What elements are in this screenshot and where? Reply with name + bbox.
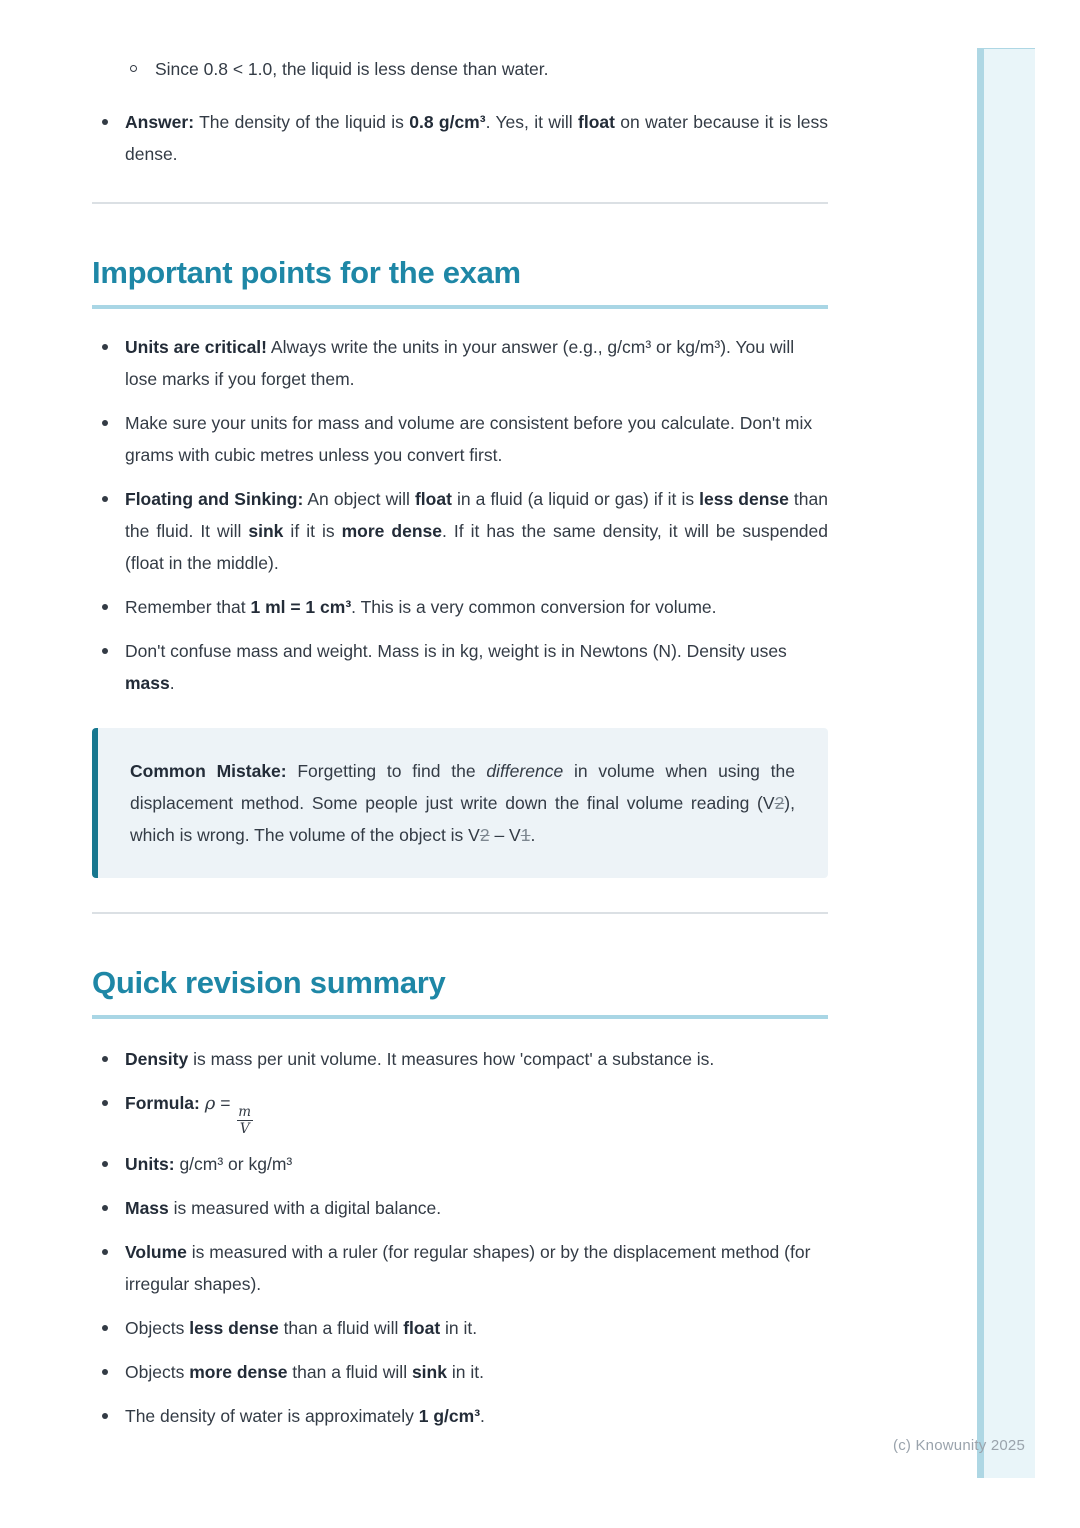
list-item (92, 1356, 828, 1388)
text-run: float (578, 112, 615, 132)
intro-list (92, 53, 828, 170)
bullet-marker (130, 65, 137, 72)
list-item (92, 591, 828, 623)
text-run: float (414, 489, 452, 509)
list-item-text (125, 1192, 828, 1224)
text-run: Remember that (125, 597, 251, 617)
bullet-marker (102, 1325, 108, 1331)
text-run: . Yes, it will (485, 112, 578, 132)
text-run: The density of the liquid is (194, 112, 410, 132)
list-item-text (125, 106, 828, 170)
list-item (92, 407, 828, 471)
list-item (92, 1087, 828, 1136)
text-run: Common Mistake: (130, 761, 287, 781)
list-item (92, 1236, 828, 1300)
text-run: Since 0.8 < 1.0, the liquid is less dense than water. (155, 59, 549, 79)
bullet-marker (102, 496, 108, 502)
text-run: ), which is wrong. The volume of the object is V (130, 793, 795, 845)
text-run: 1 g/cm³ (418, 1406, 481, 1427)
list-item (92, 53, 828, 85)
text-run: . (480, 1406, 485, 1427)
text-run: sink (248, 521, 284, 541)
text-run: is measured with a digital balance. (168, 1198, 442, 1219)
text-run: more dense (189, 1362, 288, 1383)
text-run: Floating and Sinking: (125, 489, 304, 509)
text-run: 1 (520, 825, 531, 845)
list-item-text (125, 483, 828, 579)
page-edge-strip (977, 48, 1035, 1478)
list-item-text (125, 1087, 828, 1136)
bullet-marker (102, 1056, 108, 1062)
list-item (92, 1312, 828, 1344)
text-run: Units: (125, 1154, 175, 1175)
text-run: Units are critical! (125, 337, 267, 357)
text-run: in it. (440, 1318, 478, 1339)
text-run: An object will (303, 489, 415, 509)
text-run: float (403, 1318, 441, 1339)
text-run: in a fluid (a liquid or gas) if it is (451, 489, 700, 509)
text-run: less dense (699, 489, 789, 509)
list-item (92, 483, 828, 579)
text-run: than a fluid will (287, 1362, 412, 1383)
fraction: $\frac{m}{V}$ (238, 1104, 252, 1138)
text-run: 2 (774, 793, 785, 813)
text-run: Objects (125, 1318, 190, 1339)
list-item-text (125, 331, 828, 395)
text-run: – V (489, 825, 521, 845)
heading-important-points: Important points for the exam (92, 255, 521, 290)
section-divider (92, 912, 828, 914)
list-item-text (125, 1356, 828, 1388)
text-run: 2 (479, 825, 490, 845)
list-item (92, 1192, 828, 1224)
list-item-text (125, 1236, 828, 1300)
heading-underline (92, 1015, 828, 1019)
bullet-marker (102, 1205, 108, 1211)
bullet-marker (102, 1369, 108, 1375)
text-run: Density (125, 1049, 189, 1069)
bullet-marker (102, 1249, 108, 1255)
list-item (92, 1400, 828, 1432)
watermark: (c) Knowunity 2025 (893, 1437, 1026, 1454)
revision-summary-list (92, 1043, 828, 1432)
text-run: Objects (125, 1362, 190, 1383)
bullet-marker (102, 1161, 108, 1167)
list-item (92, 635, 828, 699)
list-item-text (125, 1400, 828, 1432)
text-run: less dense (189, 1318, 279, 1339)
text-run: Always write the units in your answer (e.g., g/cm³ or kg/m³). You will lose marks if you forget them. (125, 337, 795, 389)
text-run: mass (125, 673, 170, 693)
list-item (92, 1043, 828, 1075)
text-run: . If it has the same density, it will be suspended (float in the middle). (125, 521, 828, 573)
text-run: Volume (125, 1242, 187, 1263)
text-run: sink (411, 1362, 447, 1383)
text-run: Forgetting to find the (286, 761, 487, 781)
list-item (92, 106, 828, 170)
text-run: . (530, 825, 536, 845)
text-run: 1 ml = 1 cm³ (250, 597, 352, 617)
text-run: . (169, 673, 175, 693)
bullet-marker (102, 1100, 108, 1106)
text-run: Answer: (125, 112, 195, 132)
text-run: Make sure your units for mass and volume are consistent before you calculate. Don't mix grams with cubic metres unless you convert first. (125, 413, 813, 465)
list-item-text (125, 591, 828, 623)
text-run: if it is (283, 521, 342, 541)
list-item-text (125, 1312, 828, 1344)
text-run: is mass per unit volume. It measures how 'compact' a substance is. (188, 1049, 715, 1069)
text-run: g/cm³ or kg/m³ (174, 1154, 293, 1175)
text-run: 0.8 g/cm³ (409, 112, 486, 132)
exam-points-list (92, 331, 828, 699)
text-run: is measured with a ruler (for regular shapes) or by the displacement method (for irregular shapes). (125, 1242, 811, 1295)
list-item-text (125, 1043, 828, 1075)
text-run: in it. (446, 1362, 484, 1383)
bullet-marker (102, 648, 108, 654)
bullet-marker (102, 604, 108, 610)
common-mistake-callout (92, 728, 828, 878)
list-item (92, 1148, 828, 1180)
bullet-marker (102, 344, 108, 350)
text-run: The density of water is approximately (125, 1406, 419, 1427)
text-run: Mass (125, 1198, 169, 1219)
list-item-text (125, 407, 828, 471)
bullet-marker (102, 420, 108, 426)
text-run: ρ (204, 1093, 216, 1114)
text-run: Don't confuse mass and weight. Mass is in kg, weight is in Newtons (N). Density uses (125, 641, 787, 661)
list-item-text (155, 53, 828, 85)
text-run: on water because it is less dense. (125, 112, 828, 164)
list-item (92, 331, 828, 395)
bullet-marker (102, 119, 108, 125)
text-run: . This is a very common conversion for volume. (351, 597, 717, 617)
list-item-text (125, 1148, 828, 1180)
heading-underline (92, 305, 828, 309)
bullet-marker (102, 1413, 108, 1419)
text-run: = (215, 1093, 236, 1113)
heading-quick-revision: Quick revision summary (92, 965, 446, 1000)
section-divider (92, 202, 828, 204)
text-run: in volume when using the displacement method. Some people just write down the final volume reading (V (130, 761, 795, 813)
text-run: difference (486, 761, 564, 781)
list-item-text (125, 635, 828, 699)
text-run: than the fluid. It will (125, 489, 828, 541)
text-run: more dense (341, 521, 443, 541)
text-run: Formula: (125, 1093, 200, 1113)
text-run: than a fluid will (278, 1318, 404, 1339)
